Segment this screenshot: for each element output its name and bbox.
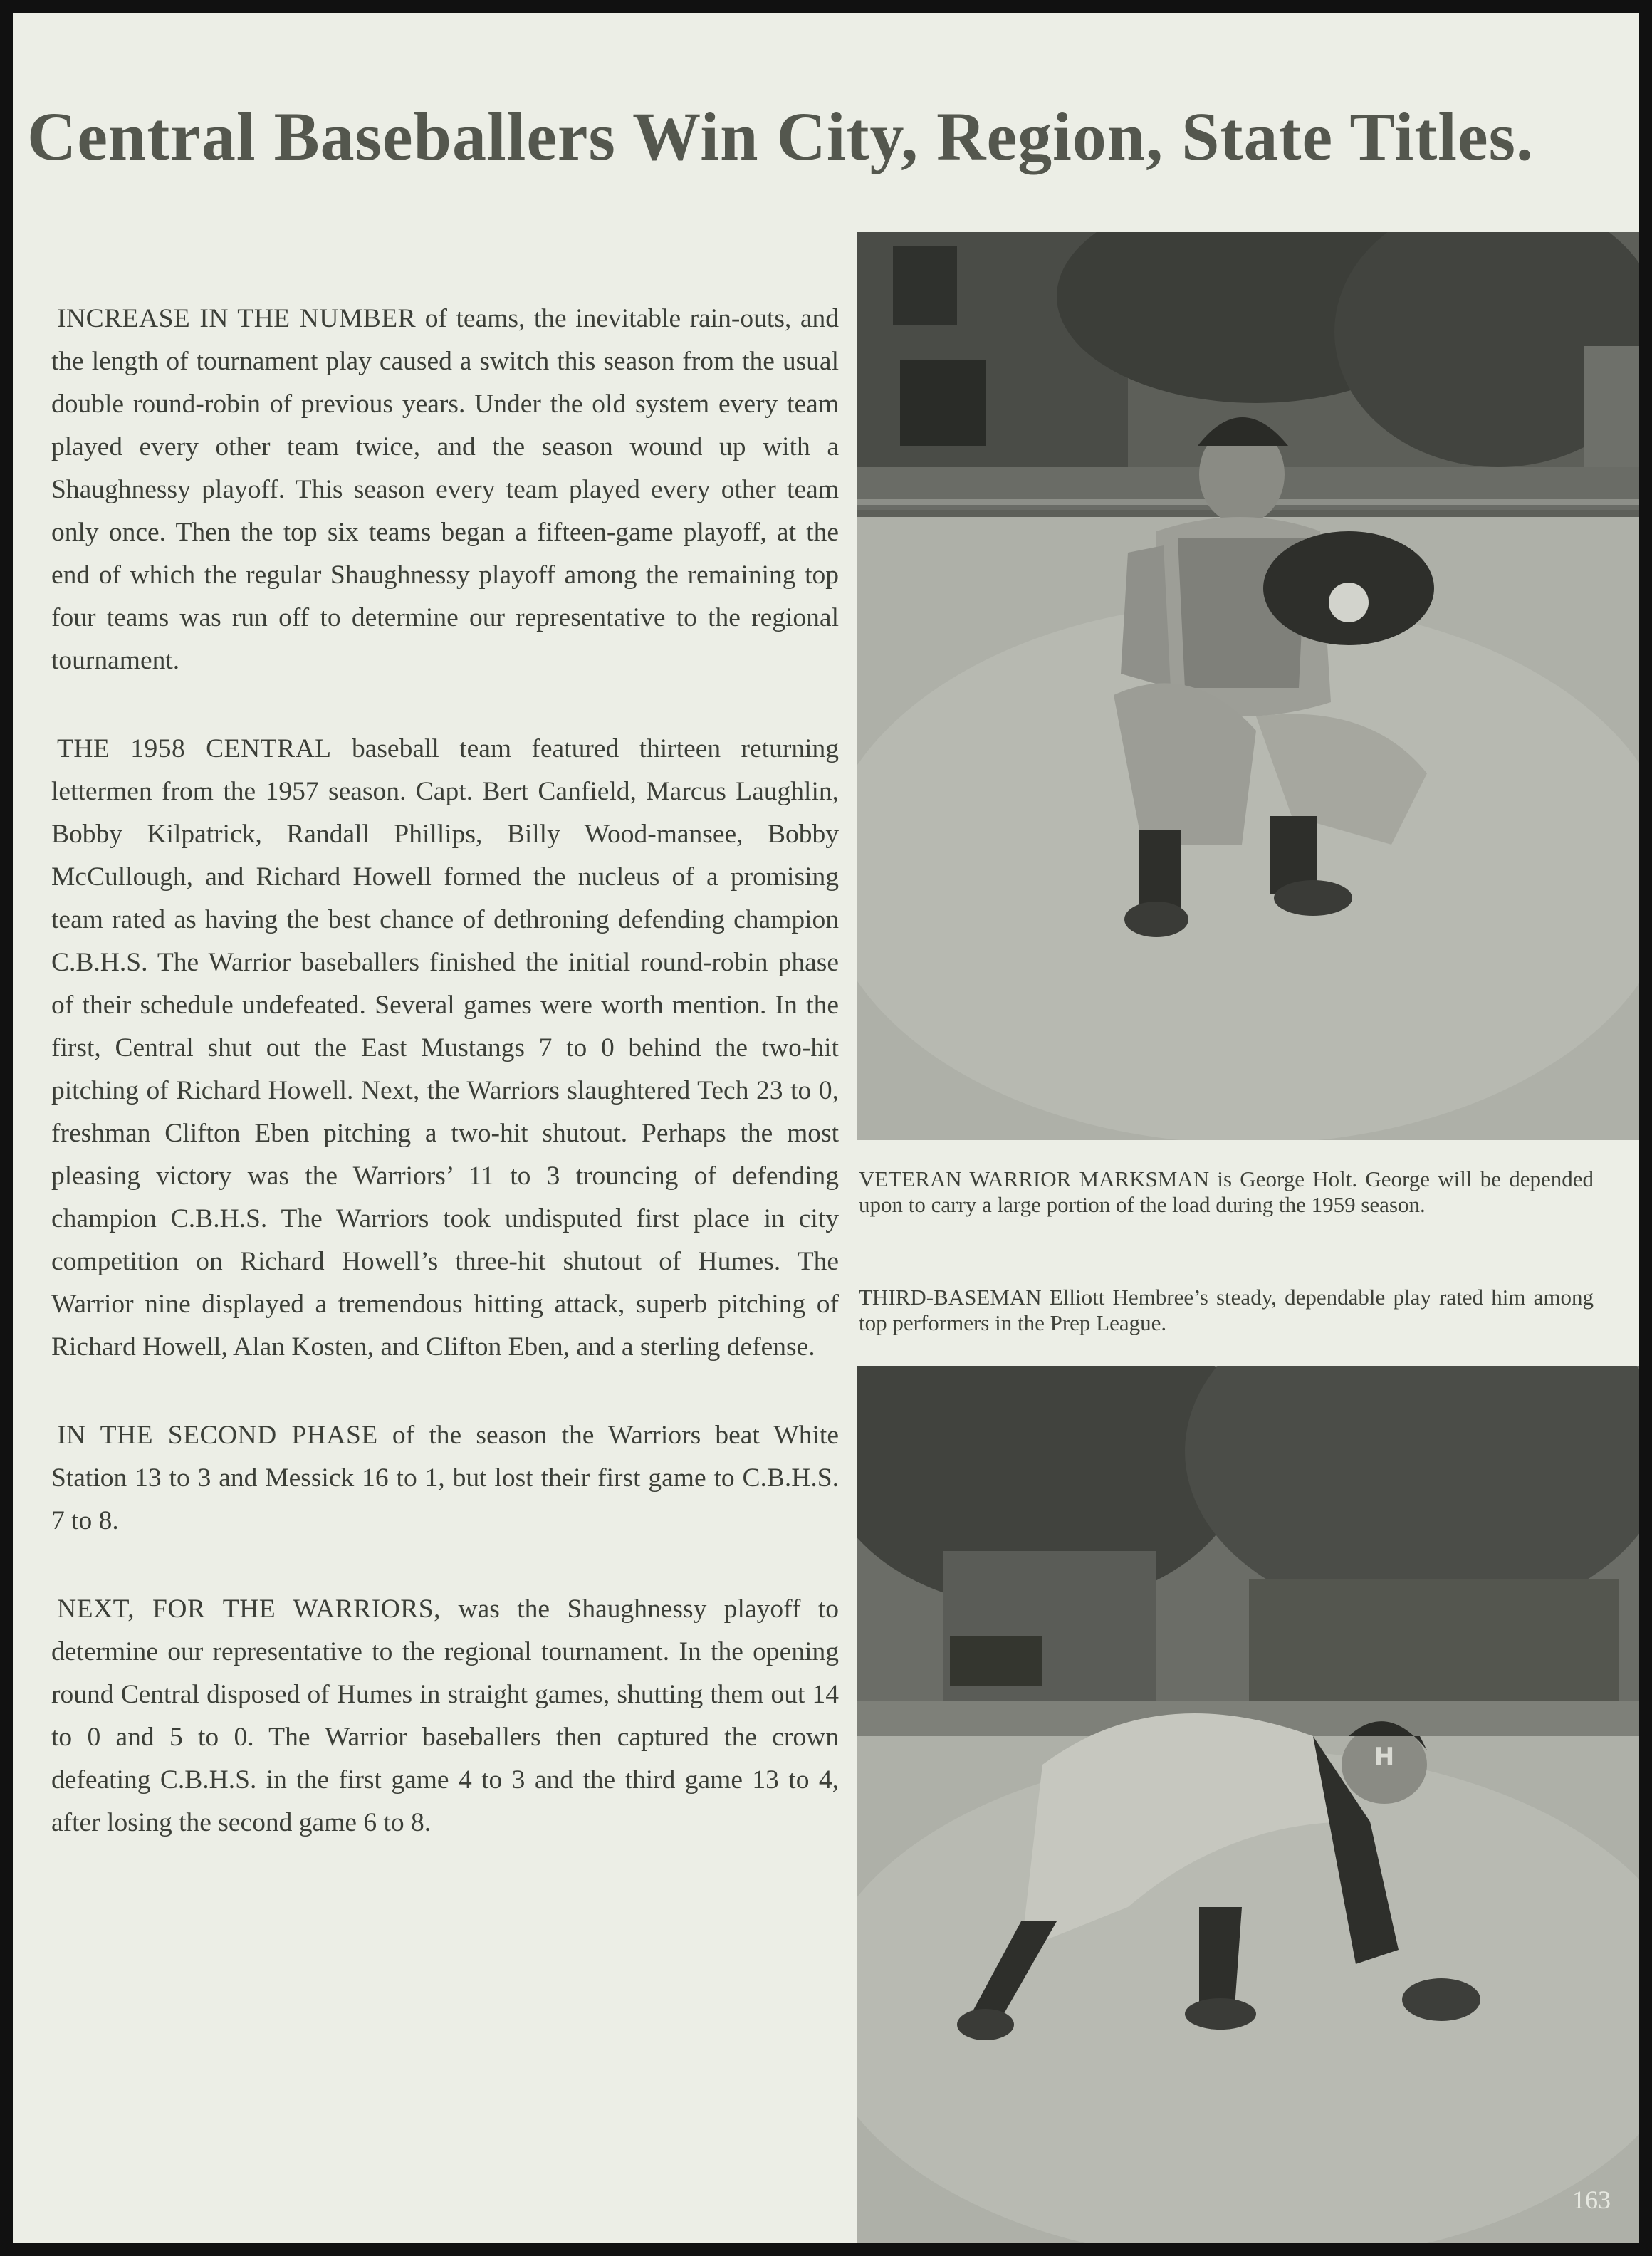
- article-paragraph-1: [51, 298, 839, 682]
- article-body: [51, 298, 839, 1890]
- caption-lead: VETERAN WARRIOR MARKSMAN: [859, 1166, 1210, 1191]
- page-headline: Central Baseballers Win City, Region, State Titles.: [27, 98, 1534, 174]
- third-baseman-photo: [857, 1366, 1639, 2243]
- cap-letter: H: [1374, 1743, 1395, 1771]
- catcher-photo: [857, 232, 1639, 1140]
- paragraph-text: of the season the Warriors beat White Station 13 to 3 and Messick 16 to 1, but lost their first game to C.B.H.S. 7 to 8.: [51, 1421, 839, 1535]
- paragraph-lead: IN THE SECOND PHASE: [57, 1421, 378, 1450]
- caption-hembree: [859, 1285, 1594, 1336]
- third-baseman-photo-image: [857, 1366, 1639, 2243]
- paragraph-text: baseball team featured thirteen returning lettermen from the 1957 season. Capt. Bert Canfield, Marcus Laughlin, Bobby Kilpatrick, Randall Phillips, Billy Wood-mansee, Bobby McCullough, and Richard Howell formed the nucleus of a promising team rated as having the best chance of dethroning defending champion C.B.H.S. The Warrior baseballers finished the initial round-robin phase of their schedule undefeated. Several games were worth mention. In the first, Central shut out the East Mustangs 7 to 0 behind the two-hit pitching of Richard Howell. Next, the Warriors slaughtered Tech 23 to 0, freshman Clifton Eben pitching a two-hit shutout. Perhaps the most pleasing victory was the Warriors’ 11 to 3 trouncing of defending champion C.B.H.S. The Warriors took undisputed first place in city competition on Richard Howell’s three-hit shutout of Humes. The Warrior nine displayed a tremendous hitting attack, superb pitching of Richard Howell, Alan Kosten, and Clifton Eben, and a sterling defense.: [51, 734, 839, 1362]
- article-paragraph-3: [51, 1414, 839, 1542]
- page-number: 163: [1572, 2186, 1611, 2214]
- yearbook-page: [13, 13, 1639, 2243]
- caption-holt: [859, 1166, 1594, 1218]
- article-paragraph-4: [51, 1588, 839, 1844]
- paragraph-lead: NEXT, FOR THE WARRIORS,: [57, 1594, 441, 1624]
- caption-text: is George Holt. George will be depended upon to carry a large portion of the load during the 1959 season.: [859, 1166, 1594, 1217]
- caption-text: Elliott Hembree’s steady, dependable play rated him among top performers in the Prep League.: [859, 1285, 1594, 1335]
- paragraph-text: was the Shaughnessy playoff to determine our representative to the regional tournament. In the opening round Central disposed of Humes in straight games, shutting them out 14 to 0 and 5 to 0. The Warrior baseballers then captured the crown defeating C.B.H.S. in the first game 4 to 3 and the third game 13 to 4, after losing the second game 6 to 8.: [51, 1594, 839, 1837]
- article-paragraph-2: [51, 728, 839, 1369]
- paragraph-text: of teams, the inevitable rain-outs, and the length of tournament play caused a switch this season from the usual double round-robin of previous years. Under the old system every team played every other team twice, and the season wound up with a Shaughnessy playoff. This season every team played every other team only once. Then the top six teams began a fifteen-game playoff, at the end of which the regular Shaughnessy playoff among the remaining top four teams was run off to determine our representative to the regional tournament.: [51, 304, 839, 675]
- paragraph-lead: THE 1958 CENTRAL: [57, 734, 332, 763]
- paragraph-lead: INCREASE IN THE NUMBER: [57, 304, 417, 333]
- catcher-photo-image: [857, 232, 1639, 1140]
- caption-lead: THIRD-BASEMAN: [859, 1285, 1042, 1310]
